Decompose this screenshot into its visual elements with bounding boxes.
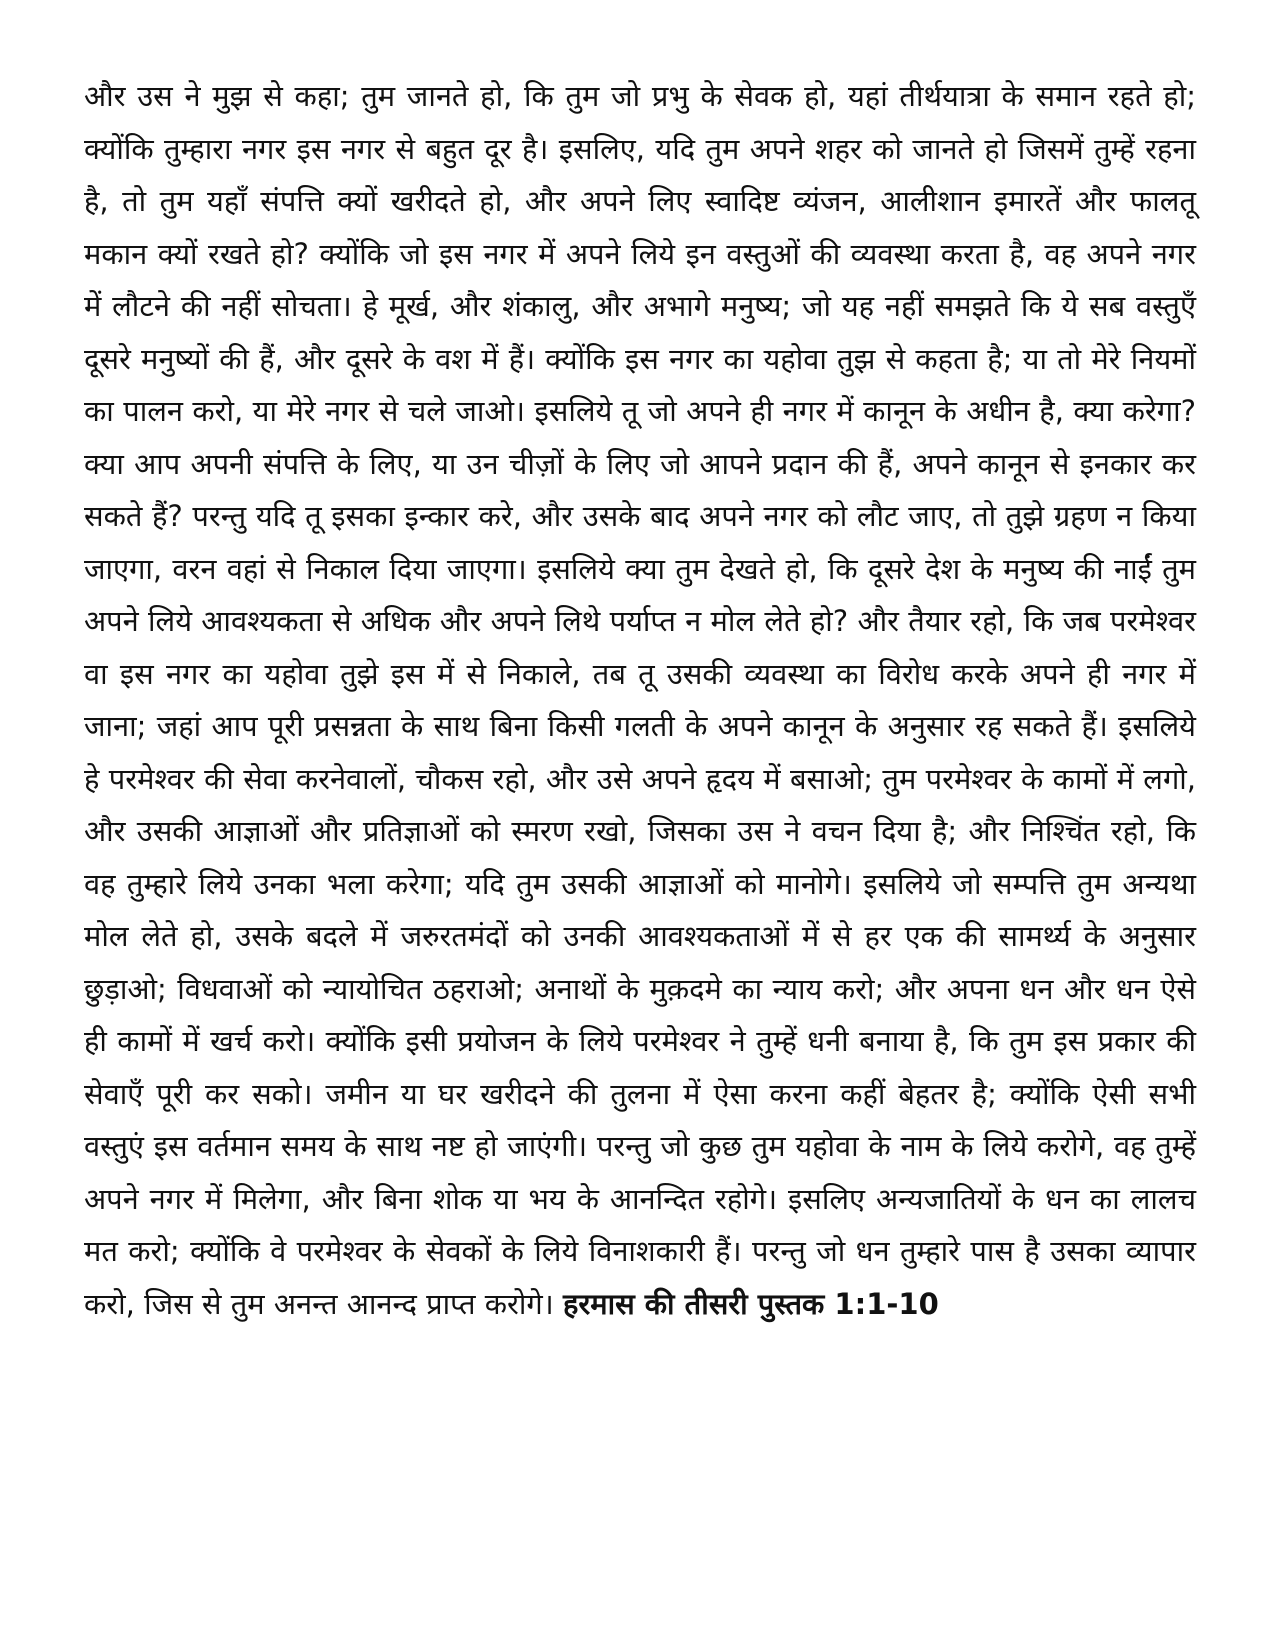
body-text: और उस ने मुझ से कहा; तुम जानते हो, कि तुम जो प्रभु के सेवक हो, यहां तीर्थयात्रा के समान रहते हो; क्योंकि तुम्हारा नगर इस नगर से बहुत दूर है। इसलिए, यदि तुम अपने शहर को जानते हो जिसमें तुम्हें रहना है, तो तुम यहाँ संपत्ति क्यों खरीदते हो, और अपने लिए स्वादिष्ट व्यंजन, आलीशान इमारतें और फालतू मकान क्यों रखते हो? क्योंकि जो इस नगर में अपने लिये इन वस्तुओं की व्यवस्था करता है, वह अपने नगर में लौटने की नहीं सोचता। हे मूर्ख, और शंकालु, और अभागे मनुष्य; जो यह नहीं समझते कि ये सब वस्तुएँ दूसरे मनुष्यों की हैं, और दूसरे के वश में हैं। क्योंकि इस नगर का यहोवा तुझ से कहता है; या तो मेरे नियमों का पालन करो, या मेरे नगर से चले जाओ। इसलिये तू जो अपने ही नगर में कानून के अधीन है, क्या करेगा? क्या आप अपनी संपत्ति के लिए, या उन चीज़ों के लिए जो आपने प्रदान की हैं, अपने कानून से इनकार कर सकते हैं? परन्तु यदि तू इसका इन्कार करे, और उसके बाद अपने नगर को लौट जाए, तो तुझे ग्रहण न किया जाएगा, वरन वहां से निकाल दिया जाएगा। इसलिये क्या तुम देखते हो, कि दूसरे देश के मनुष्य की नाईं तुम अपने लिये आवश्यकता से अधिक और अपने लिथे पर्याप्त न मोल लेते हो? और तैयार रहो, कि जब परमेश्वर वा इस नगर का यहोवा तुझे इस में से निकाले, तब तू उसकी व्यवस्था का विरोध करके अपने ही नगर में जाना; जहां आप पूरी प्रसन्नता के साथ बिना किसी गलती के अपने कानून के अनुसार रह सकते हैं। इसलिये हे परमेश्वर की सेवा करनेवालों, चौकस रहो, और उसे अपने हृदय में बसाओ; तुम परमेश्वर के कामों में लगो, और उसकी आज्ञाओं और प्रतिज्ञाओं को स्मरण रखो, जिसका उस ने वचन दिया है; और निश्चिंत रहो, कि वह तुम्हारे लिये उनका भला करेगा; यदि तुम उसकी आज्ञाओं को मानोगे। इसलिये जो सम्पत्ति तुम अन्यथा मोल लेते हो, उसके बदले में जरुरतमंदों को उनकी आवश्यकताओं में से हर एक की सामर्थ्य के अनुसार छुड़ाओ; विधवाओं को न्यायोचित ठहराओ; अनाथों के मुक़दमे का न्याय करो; और अपना धन और धन ऐसे ही कामों में खर्च करो। क्योंकि इसी प्रयोजन के लिये परमेश्वर ने तुम्हें धनी बनाया है, कि तुम इस प्रकार की सेवाएँ पूरी कर सको। जमीन या घर खरीदने की तुलना में ऐसा करना कहीं बेहतर है; क्योंकि ऐसी सभी वस्तुएं इस वर्तमान समय के साथ नष्ट हो जाएंगी। परन्तु जो कुछ तुम यहोवा के नाम के लिये करोगे, वह तुम्हें अपने नगर में मिलेगा, और बिना शोक या भय के आनन्दित रहोगे। इसलिए अन्यजातियों के धन का लालच मत करो; क्योंकि वे परमेश्वर के सेवकों के लिये विनाशकारी हैं। परन्तु जो धन तुम्हारे पास है उसका व्यापार करो, जिस से तुम अनन्त आनन्द प्राप्त करोगे।: [84, 79, 1196, 1321]
citation: हरमास की तीसरी पुस्तक 1:1-10: [562, 1286, 939, 1321]
body-paragraph: [84, 70, 1196, 1330]
document-page: [84, 70, 1196, 1610]
